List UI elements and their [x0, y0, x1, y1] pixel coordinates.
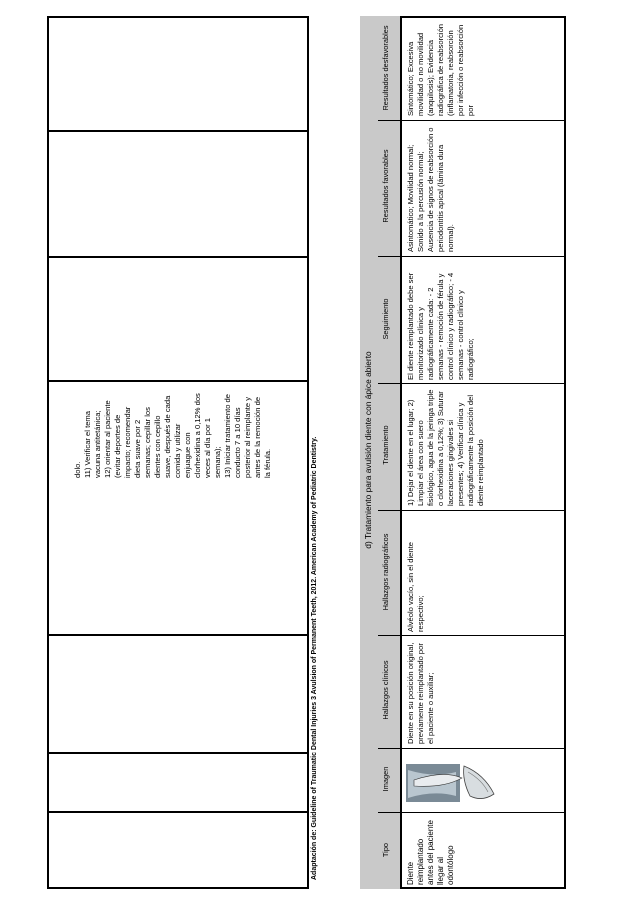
cell-seguimiento: El diente reimplantado debe ser monitorizado clínica y radiográficamente cada: - 2 semanas - remoción de férula y control clínico y radiográfico; - 4 semanas - control clínico y radiográfico; — [406, 272, 475, 380]
treatment-step-line: dientes con cepillo — [153, 415, 162, 478]
header-resultados-favorables: Resultados favorables — [381, 149, 390, 223]
header-imagen: Imagen — [381, 766, 390, 792]
col-divider — [378, 748, 566, 749]
cell-hallazgos-clinicos: Diente en su posición original, previamente reimplantado por el paciente o auxiliar; — [406, 642, 435, 744]
row-divider — [49, 811, 307, 813]
row-divider — [49, 130, 307, 132]
treatment-step-line: clorhexidina a 0,12% dos — [193, 393, 202, 478]
header-hallazgos-clinicos: Hallazgos clínicos — [381, 660, 390, 720]
treatment-step-line: antes de la remoción de — [253, 396, 262, 478]
treatment-step-line: 12) orientar al paciente — [103, 400, 112, 478]
header-seguimiento: Seguimiento — [381, 298, 390, 340]
treatment-steps-cell — [73, 346, 273, 478]
table-title: d) Tratamiento para avulsión diente con ápice abierto — [363, 351, 373, 549]
cell-tratamiento: 1) Dejar el diente en el lugar; 2) Limpiar el área con suero fisiológico, agua de la jeringa triple o clorhexidina a 0,12%; 3) Suturar laceraciones gingivales si presentes; 4) Verificar clínica y radiográficamente la posición del diente reimplantado — [406, 389, 485, 506]
cell-resultados-favorables: Asintomático; Movilidad normal; Sonido a la percusión normal; Ausencia de signos de reabsorción o periodontitis apical (lámina dura normal). — [406, 127, 455, 252]
treatment-step-line: enjuague con — [183, 432, 192, 478]
header-hallazgos-radiograficos: Hallazgos radiográficos — [381, 533, 390, 611]
treatment-step-line: vacuna antitetánica; — [93, 410, 102, 478]
cell-tipo: Diente reimplantado antes del paciente llegar al odontólogo — [406, 820, 455, 885]
col-divider — [378, 510, 566, 511]
header-tipo: Tipo — [381, 842, 390, 858]
treatment-step-line: veces al día por 1 — [203, 418, 212, 478]
cell-resultados-desfavorables: Sintomático; Excesiva movilidad o no movilidad (anquilosis); Evidencia radiográfica de reabsorción (inflamatoria, reabsorción por infección o reabsorción por — [406, 23, 475, 116]
tooth-illustration — [404, 760, 496, 808]
treatment-step-line: semanas; cepillar los — [143, 407, 152, 478]
col-divider — [378, 635, 566, 636]
treatment-step-line: comida y utilizar — [173, 423, 182, 478]
treatment-step-line: suave, después de cada — [163, 395, 172, 478]
header-tratamiento: Tratamiento — [381, 425, 390, 465]
tooth-crown-illustration — [464, 766, 494, 799]
treatment-step-line: la férula. — [263, 448, 272, 478]
source-caption: Adaptación de: Guideline of Traumatic Dental Injuries 3 Avulsion of Permanent Teeth, 2012. American Academy of Pediatric Dentistry. — [311, 436, 318, 880]
header-resultados-desfavorables: Resultados desfavorables — [381, 25, 390, 111]
col-divider — [378, 812, 566, 813]
row-divider — [49, 752, 307, 754]
row-divider — [49, 256, 307, 258]
treatment-step-line: 11) Verificar el tema — [83, 411, 92, 478]
treatment-step-line: conducto 7 a 10 días — [233, 407, 242, 478]
col-divider — [378, 256, 566, 257]
treatment-step-line: dieta suave por 2 — [133, 419, 142, 478]
col-divider — [378, 383, 566, 384]
treatment-step-line: posterior al reimplante y — [243, 396, 252, 478]
treatment-step-line: dolo. — [73, 461, 82, 478]
treatment-step-line: semana); — [213, 446, 222, 478]
treatment-step-line: impacto; recomendar — [123, 406, 132, 478]
treatment-step-line: 13) Iniciar tratamiento de — [223, 394, 232, 478]
treatment-step-line: (evitar deportes de — [113, 414, 122, 478]
cell-hallazgos-radiograficos: Alvéolo vacío, sin el diente respectivo; — [406, 542, 425, 632]
row-divider — [49, 634, 307, 636]
